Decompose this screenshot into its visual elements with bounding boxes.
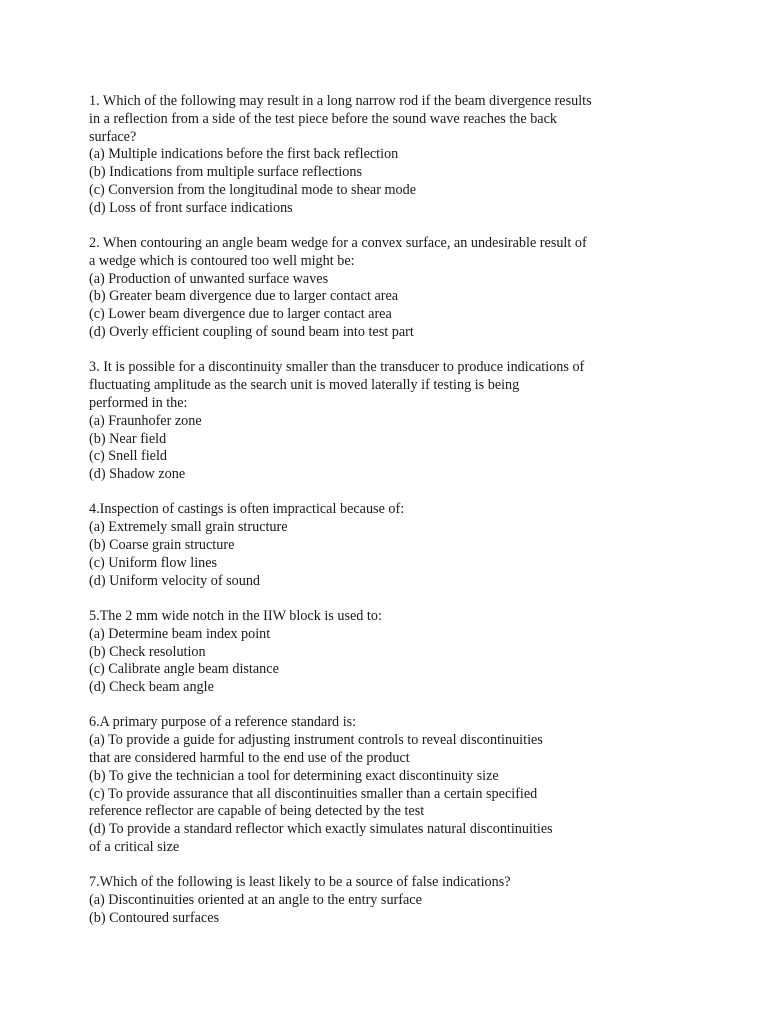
answer-option: (b) Indications from multiple surface reflections — [89, 164, 363, 181]
question-block — [89, 235, 739, 342]
answer-option: (c) Snell field — [89, 448, 168, 465]
question-text: in a reflection from a side of the test piece before the sound wave reaches the back — [89, 110, 557, 127]
question-text: 3. It is possible for a discontinuity smaller than the transducer to produce indications of — [89, 359, 585, 376]
answer-option: (b) Coarse grain structure — [89, 537, 235, 554]
answer-option: (d) Check beam angle — [89, 679, 214, 696]
answer-option: (a) Fraunhofer zone — [89, 412, 202, 429]
answer-option: (a) To provide a guide for adjusting instrument controls to reveal discontinuities — [89, 732, 543, 749]
answer-option: (c) To provide assurance that all discontinuities smaller than a certain specified — [89, 785, 538, 802]
question-text: a wedge which is contoured too well might be: — [89, 252, 355, 269]
answer-option: (d) Loss of front surface indications — [89, 199, 293, 216]
question-block — [89, 501, 739, 590]
answer-option: (d) To provide a standard reflector which exactly simulates natural discontinuities — [89, 821, 553, 838]
answer-option: (b) Check resolution — [89, 643, 206, 660]
answer-option: (c) Calibrate angle beam distance — [89, 661, 279, 678]
question-text: 1. Which of the following may result in a long narrow rod if the beam divergence results — [89, 93, 592, 109]
question-text: 2. When contouring an angle beam wedge for a convex surface, an undesirable result of — [89, 235, 587, 252]
question-block — [89, 874, 739, 927]
question-text: surface? — [89, 128, 137, 145]
answer-option: (b) To give the technician a tool for determining exact discontinuity size — [89, 767, 499, 784]
answer-option: reference reflector are capable of being detected by the test — [89, 803, 425, 820]
question-text: 7.Which of the following is least likely to be a source of false indications? — [89, 874, 511, 891]
answer-option: (a) Production of unwanted surface waves — [89, 270, 329, 287]
answer-option: that are considered harmful to the end use of the product — [89, 750, 410, 766]
question-text: fluctuating amplitude as the search unit is moved laterally if testing is being — [89, 377, 520, 394]
question-text: 5.The 2 mm wide notch in the IIW block is used to: — [89, 607, 382, 624]
answer-option: of a critical size — [89, 838, 180, 855]
answer-option: (b) Contoured surfaces — [89, 909, 220, 926]
answer-option: (b) Greater beam divergence due to larger contact area — [89, 288, 399, 305]
answer-option: (b) Near field — [89, 430, 167, 447]
question-text: performed in the: — [89, 394, 188, 411]
answer-option: (a) Determine beam index point — [89, 625, 271, 642]
document-page — [89, 93, 739, 945]
answer-option: (a) Discontinuities oriented at an angle to the entry surface — [89, 892, 422, 909]
question-text: 6.A primary purpose of a reference standard is: — [89, 714, 357, 731]
answer-option: (d) Overly efficient coupling of sound beam into test part — [89, 324, 414, 341]
question-block — [89, 93, 739, 218]
answer-option: (d) Uniform velocity of sound — [89, 572, 261, 589]
answer-option: (c) Conversion from the longitudinal mode to shear mode — [89, 181, 417, 198]
question-block — [89, 608, 739, 697]
answer-option: (c) Uniform flow lines — [89, 554, 218, 571]
question-text: 4.Inspection of castings is often impractical because of: — [89, 501, 405, 518]
answer-option: (a) Extremely small grain structure — [89, 519, 288, 536]
question-block — [89, 714, 739, 856]
question-block — [89, 359, 739, 484]
answer-option: (c) Lower beam divergence due to larger contact area — [89, 306, 392, 323]
answer-option: (a) Multiple indications before the first back reflection — [89, 146, 399, 163]
answer-option: (d) Shadow zone — [89, 466, 186, 483]
